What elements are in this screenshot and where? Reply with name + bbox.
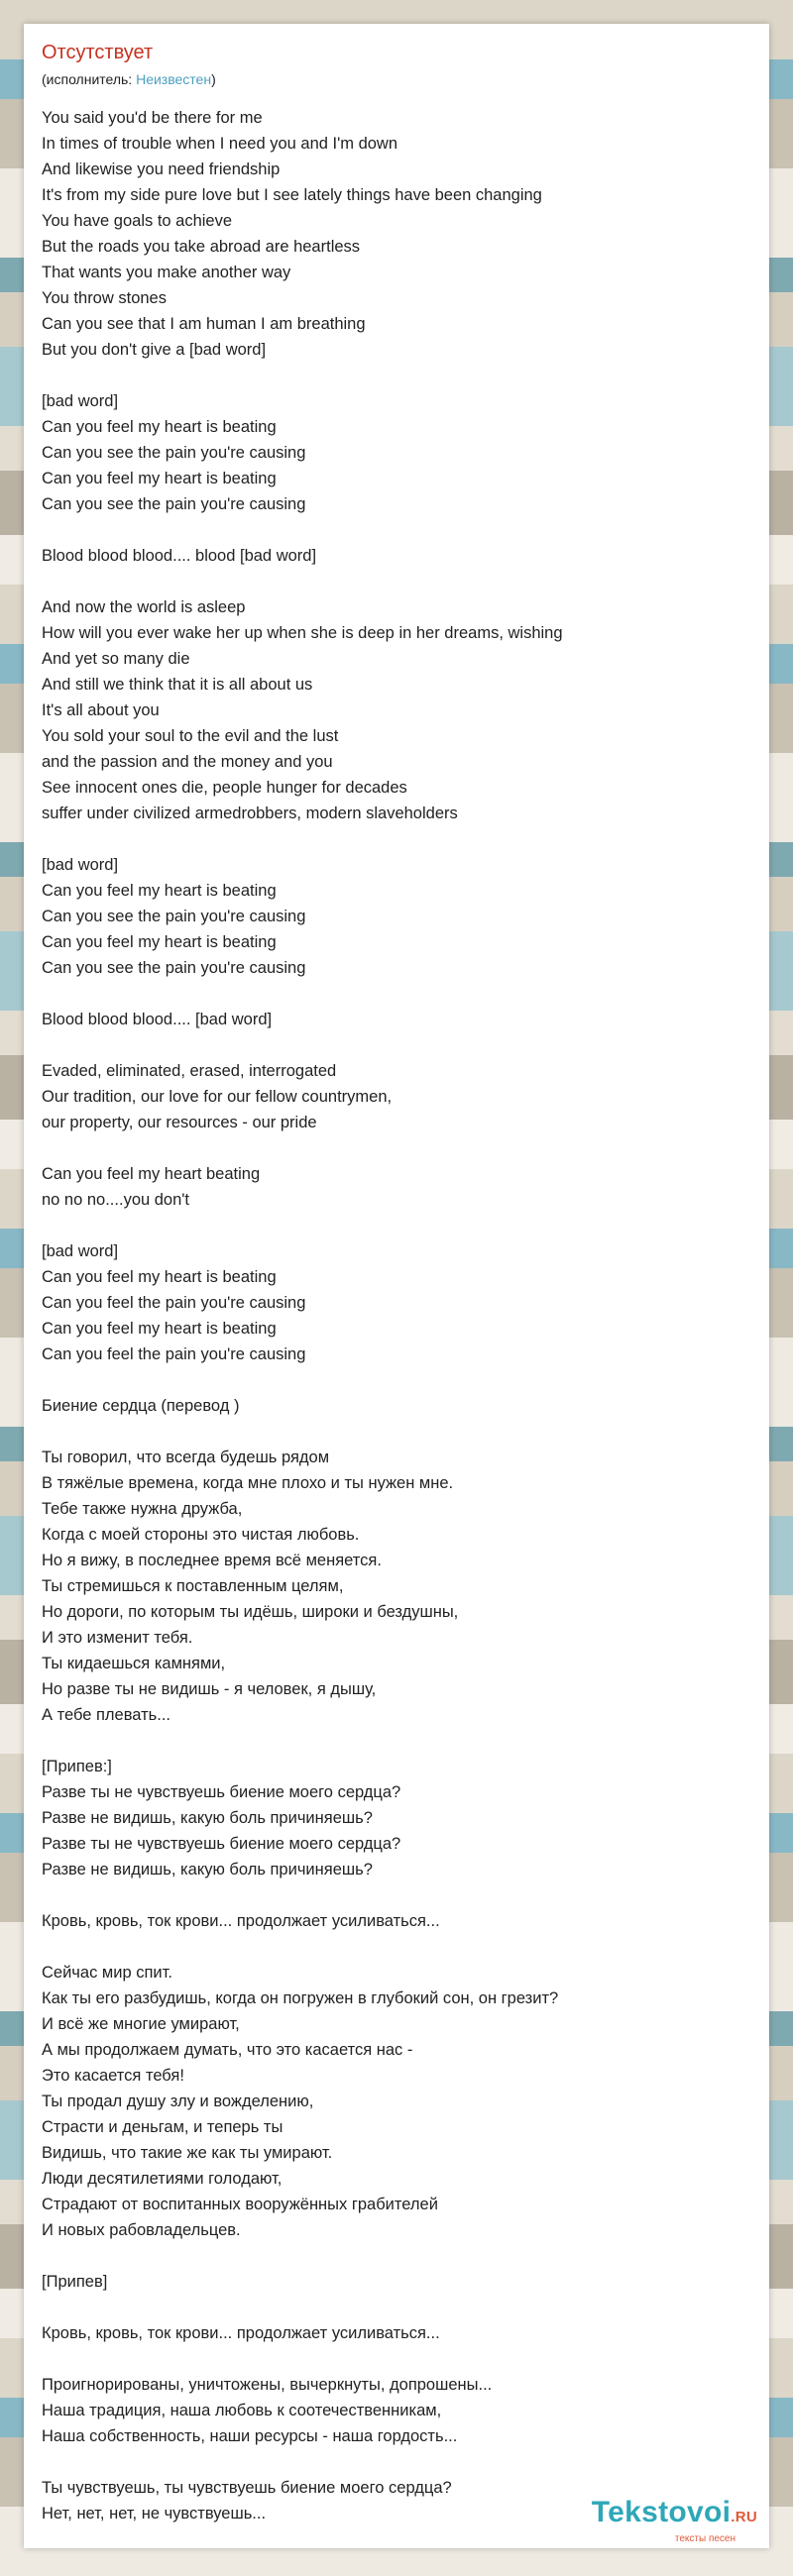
lyric-line xyxy=(42,1367,755,1393)
lyric-line: Can you feel the pain you're causing xyxy=(42,1345,306,1363)
lyric-line: You sold your soul to the evil and the lust xyxy=(42,727,339,745)
lyric-line: Когда с моей стороны это чистая любовь. xyxy=(42,1526,360,1544)
lyric-line: А тебе плевать... xyxy=(42,1706,171,1724)
lyric-line: You said you'd be there for me xyxy=(42,109,263,127)
lyric-line: Наша традиция, наша любовь к соотечественникам, xyxy=(42,2402,442,2419)
lyric-line: [bad word] xyxy=(42,392,119,410)
site-logo[interactable] xyxy=(592,2498,757,2544)
lyric-line: suffer under civilized armedrobbers, modern slaveholders xyxy=(42,805,458,822)
lyric-line: Evaded, eliminated, erased, interrogated xyxy=(42,1062,337,1080)
lyric-line: И всё же многие умирают, xyxy=(42,2015,240,2033)
lyric-line: And yet so many die xyxy=(42,650,190,668)
lyric-line: Но дороги, по которым ты идёшь, широки и бездушны, xyxy=(42,1603,459,1621)
lyric-line: Нет, нет, нет, не чувствуешь... xyxy=(42,2505,267,2522)
lyric-line: But the roads you take abroad are heartless xyxy=(42,238,361,256)
lyric-line xyxy=(42,2346,755,2372)
lyric-line: You throw stones xyxy=(42,289,167,307)
lyric-line: You have goals to achieve xyxy=(42,212,233,230)
lyric-line: Разве не видишь, какую боль причиняешь? xyxy=(42,1809,373,1827)
lyric-line xyxy=(42,1934,755,1960)
lyric-line: В тяжёлые времена, когда мне плохо и ты нужен мне. xyxy=(42,1474,454,1492)
lyric-line xyxy=(42,569,755,594)
lyric-line: Разве не видишь, какую боль причиняешь? xyxy=(42,1861,373,1878)
lyric-line xyxy=(42,1135,755,1161)
lyric-line: Разве ты не чувствуешь биение моего сердца? xyxy=(42,1835,401,1853)
lyric-line: Can you see the pain you're causing xyxy=(42,495,306,513)
lyric-line: Ты говорил, что всегда будешь рядом xyxy=(42,1449,330,1466)
lyric-line: Люди десятилетиями голодают, xyxy=(42,2170,283,2188)
lyrics-card xyxy=(24,24,769,2548)
logo-wordmark xyxy=(592,2498,757,2532)
lyric-line: That wants you make another way xyxy=(42,264,291,281)
lyric-line: Биение сердца (перевод ) xyxy=(42,1397,240,1415)
lyric-line: See innocent ones die, people hunger for decades xyxy=(42,779,407,797)
lyric-line: Can you feel my heart beating xyxy=(42,1165,261,1183)
lyric-line: Кровь, кровь, ток крови... продолжает усиливаться... xyxy=(42,1912,440,1930)
lyric-line: [Припев] xyxy=(42,2273,108,2291)
lyric-line: Can you feel the pain you're causing xyxy=(42,1294,306,1312)
lyric-line: [Припев:] xyxy=(42,1758,112,1775)
lyric-line xyxy=(42,2295,755,2320)
lyric-line: In times of trouble when I need you and I'm down xyxy=(42,135,398,153)
lyrics-text xyxy=(42,105,755,2526)
logo-subtitle: тексты песен xyxy=(674,2533,736,2544)
lyric-line xyxy=(42,2243,755,2269)
lyric-line: Blood blood blood.... [bad word] xyxy=(42,1011,273,1028)
lyric-line: Сейчас мир спит. xyxy=(42,1964,172,1982)
lyric-line: [bad word] xyxy=(42,1242,119,1260)
lyric-line xyxy=(42,826,755,852)
lyric-line: Can you feel my heart is beating xyxy=(42,1268,277,1286)
lyric-line: and the passion and the money and you xyxy=(42,753,333,771)
lyric-line xyxy=(42,363,755,388)
lyric-line: Can you see the pain you're causing xyxy=(42,908,306,925)
lyric-line xyxy=(42,1728,755,1754)
lyric-line: Can you feel my heart is beating xyxy=(42,882,277,900)
artist-link[interactable]: Неизвестен xyxy=(136,71,212,87)
lyric-line: Can you feel my heart is beating xyxy=(42,1320,277,1338)
lyric-line: Тебе также нужна дружба, xyxy=(42,1500,243,1518)
lyric-line: no no no....you don't xyxy=(42,1191,190,1209)
lyric-line xyxy=(42,1032,755,1058)
lyric-line: Но я вижу, в последнее время всё меняется. xyxy=(42,1552,382,1569)
lyric-line: И новых рабовладельцев. xyxy=(42,2221,241,2239)
lyric-line: Can you feel my heart is beating xyxy=(42,418,277,436)
lyric-line: Кровь, кровь, ток крови... продолжает усиливаться... xyxy=(42,2324,440,2342)
lyric-line: Ты продал душу злу и вожделению, xyxy=(42,2093,314,2110)
lyric-line: А мы продолжаем думать, что это касается нас - xyxy=(42,2041,413,2059)
lyric-line: Ты чувствуешь, ты чувствуешь биение моего сердца? xyxy=(42,2479,452,2497)
lyric-line: [bad word] xyxy=(42,856,119,874)
artist-line xyxy=(42,71,216,87)
lyric-line: Проигнорированы, уничтожены, вычеркнуты, допрошены... xyxy=(42,2376,493,2394)
artist-prefix: (исполнитель: xyxy=(42,71,137,87)
lyric-line: And likewise you need friendship xyxy=(42,161,281,178)
lyric-line xyxy=(42,1213,755,1238)
lyric-line: Как ты его разбудишь, когда он погружен в глубокий сон, он грезит? xyxy=(42,1989,559,2007)
lyric-line: Ты кидаешься камнями, xyxy=(42,1655,226,1672)
lyric-line: our property, our resources - our pride xyxy=(42,1114,317,1131)
lyric-line: Can you see that I am human I am breathing xyxy=(42,315,366,333)
lyric-line xyxy=(42,2449,755,2475)
lyric-line: Blood blood blood.... blood [bad word] xyxy=(42,547,317,565)
lyric-line: Видишь, что такие же как ты умирают. xyxy=(42,2144,333,2162)
lyric-line: Но разве ты не видишь - я человек, я дышу, xyxy=(42,1680,377,1698)
lyric-line: Наша собственность, наши ресурсы - наша гордость... xyxy=(42,2427,458,2445)
lyric-line: Can you feel my heart is beating xyxy=(42,470,277,487)
lyric-line: Our tradition, our love for our fellow countrymen, xyxy=(42,1088,393,1106)
lyric-line xyxy=(42,1419,755,1445)
lyric-line: And now the world is asleep xyxy=(42,598,246,616)
lyric-line: Can you see the pain you're causing xyxy=(42,444,306,462)
lyric-line: And still we think that it is all about us xyxy=(42,676,313,694)
lyric-line: It's from my side pure love but I see lately things have been changing xyxy=(42,186,542,204)
lyric-line: It's all about you xyxy=(42,701,160,719)
lyric-line: But you don't give a [bad word] xyxy=(42,341,267,359)
song-title: Отсутствует xyxy=(42,42,154,63)
lyric-line: Это касается тебя! xyxy=(42,2067,184,2085)
lyric-line xyxy=(42,981,755,1007)
lyric-line: Разве ты не чувствуешь биение моего сердца? xyxy=(42,1783,401,1801)
lyric-line: Can you feel my heart is beating xyxy=(42,933,277,951)
lyric-line xyxy=(42,517,755,543)
lyric-line xyxy=(42,1882,755,1908)
artist-suffix: ) xyxy=(211,71,216,87)
lyric-line: Страдают от воспитанных вооружённых грабителей xyxy=(42,2196,438,2213)
lyric-line: Ты стремишься к поставленным целям, xyxy=(42,1577,344,1595)
lyric-line: Страсти и деньгам, и теперь ты xyxy=(42,2118,283,2136)
logo-main-text: Tekstovoi xyxy=(591,2496,732,2528)
lyric-line: И это изменит тебя. xyxy=(42,1629,193,1647)
lyric-line: How will you ever wake her up when she is deep in her dreams, wishing xyxy=(42,624,563,642)
lyric-line: Can you see the pain you're causing xyxy=(42,959,306,977)
logo-ru-suffix: .RU xyxy=(731,2509,757,2525)
